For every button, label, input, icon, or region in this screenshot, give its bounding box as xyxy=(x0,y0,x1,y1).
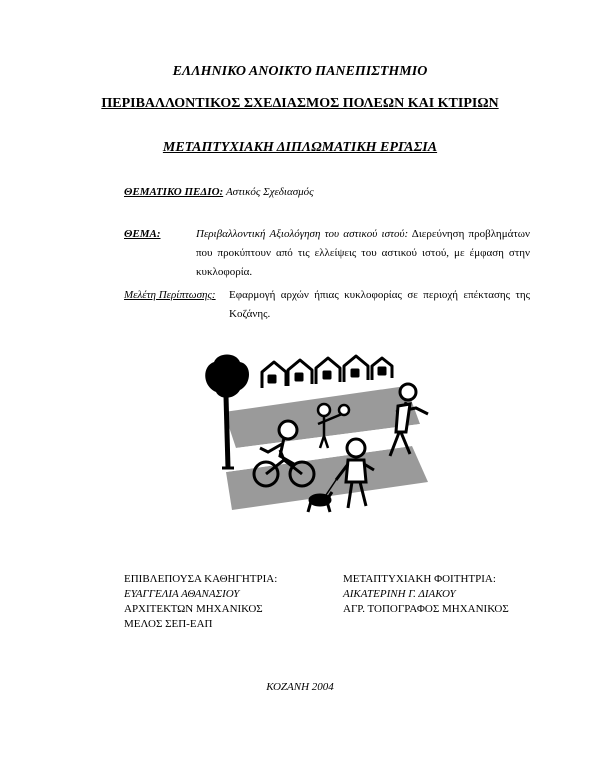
houses xyxy=(262,356,392,388)
supervisor-title: ΑΡΧΙΤΕΚΤΩΝ ΜΗΧΑΝΙΚΟΣ xyxy=(124,603,263,615)
supervisor-block xyxy=(124,572,344,632)
supervisor-role: ΕΠΙΒΛΕΠΟΥΣΑ ΚΑΘΗΓΗΤΡΙΑ: xyxy=(124,573,278,585)
theme-label: ΘΕΜΑ: xyxy=(124,228,161,240)
thematic-field-colon: : xyxy=(219,186,224,198)
student-title: ΑΓΡ. ΤΟΠΟΓΡΑΦΟΣ ΜΗΧΑΝΙΚΟΣ xyxy=(343,603,509,615)
student-role: ΜΕΤΑΠΤΥΧΙΑΚΗ ΦΟΙΤΗΤΡΙΑ: xyxy=(343,573,496,585)
supervisor-member: ΜΕΛΟΣ ΣΕΠ-ΕΑΠ xyxy=(124,618,213,630)
supervisor-name: ΕΥΑΓΓΕΛΙΑ ΑΘΑΝΑΣΙΟΥ xyxy=(124,588,240,600)
thematic-field xyxy=(124,183,314,202)
thematic-field-label: ΘΕΜΑΤΙΚΟ ΠΕΔΙΟ xyxy=(124,186,220,198)
theme-italic-text: Περιβαλλοντική Αξιολόγηση του αστικού ιστού: xyxy=(196,228,409,240)
thematic-field-value: Αστικός Σχεδιασμός xyxy=(225,186,314,198)
theme-text xyxy=(196,225,530,282)
street-illustration xyxy=(196,352,436,532)
case-study-label: Μελέτη Περίπτωσης: xyxy=(124,289,216,301)
place-year: ΚΟΖΑΝΗ 2004 xyxy=(266,681,334,693)
student-block xyxy=(343,572,563,617)
thesis-type-title: ΜΕΤΑΠΤΥΧΙΑΚΗ ΔΙΠΛΩΜΑΤΙΚΗ ΕΡΓΑΣΙΑ xyxy=(162,140,438,155)
student-name: ΑΙΚΑΤΕΡΙΝΗ Γ. ΔΙΑΚΟΥ xyxy=(343,588,456,600)
theme-rest-text: Διερεύνηση προβλημάτων που προκύπτουν από τις ελλείψεις του αστικού ιστού, με έμφαση στην κυκλοφορία. xyxy=(196,228,530,278)
case-study-text: Εφαρμογή αρχών ήπιας κυκλοφορίας σε περιοχή επέκτασης της Κοζάνης. xyxy=(229,289,530,320)
program-title: ΠΕΡΙΒΑΛΛΟΝΤΙΚΟΣ ΣΧΕΔΙΑΣΜΟΣ ΠΟΛΕΩΝ ΚΑΙ ΚΤΙΡΙΩΝ xyxy=(101,96,499,111)
university-title: ΕΛΛΗΝΙΚΟ ΑΝΟΙΚΤΟ ΠΑΝΕΠΙΣΤΗΜΙΟ xyxy=(172,64,428,79)
